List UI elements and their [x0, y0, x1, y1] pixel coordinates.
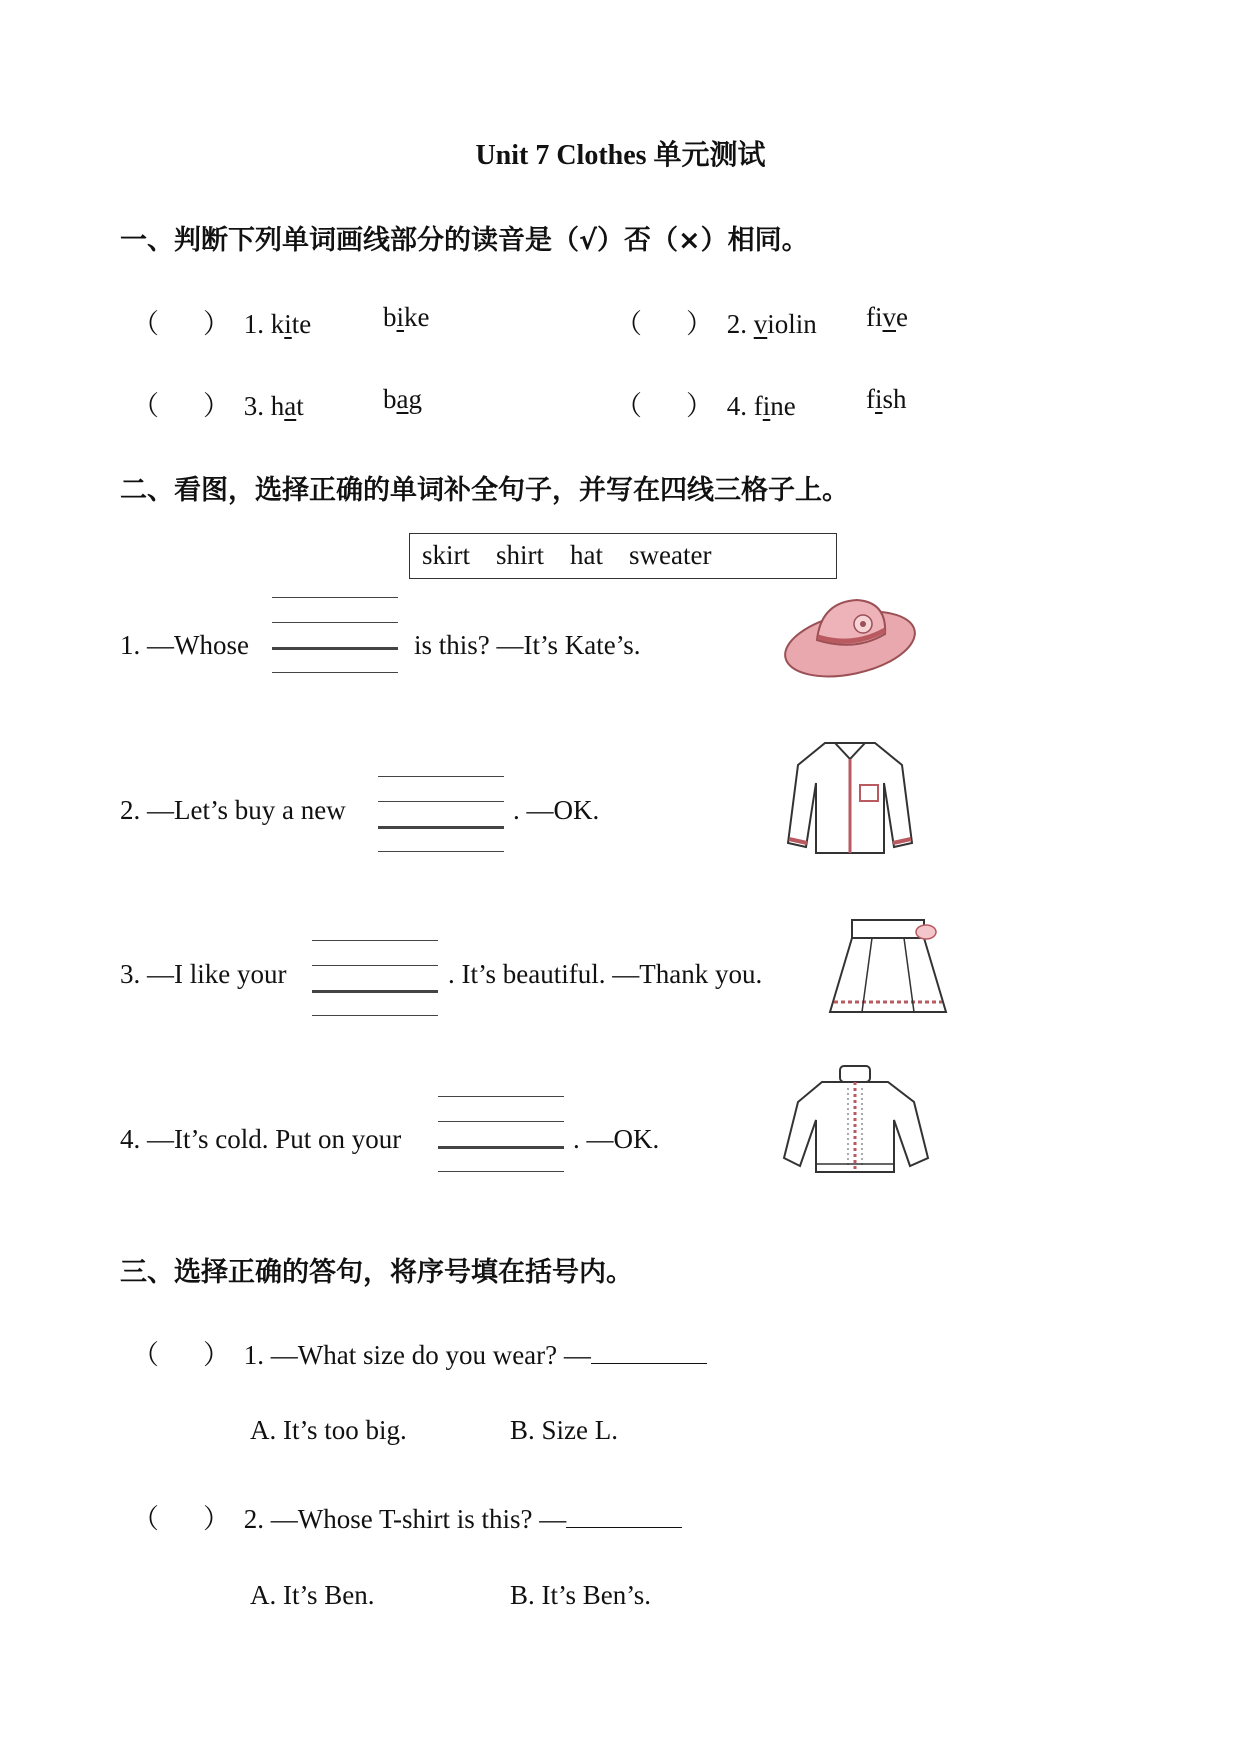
sentence-4-before: 4. —It’s cold. Put on your — [120, 1124, 402, 1154]
sweater-icon — [782, 1062, 932, 1180]
sentence-1-before: 1. —Whose — [120, 630, 249, 660]
option-b-2: B. It’s Ben’s. — [510, 1580, 652, 1610]
sentence-4-after: . —OK. — [573, 1124, 660, 1154]
four-line-grid-3[interactable] — [312, 940, 438, 1020]
phonics-item-2: （ ） 2. violin — [615, 302, 817, 341]
answer-paren[interactable]: （ ） — [615, 309, 713, 339]
answer-paren[interactable]: （ ） — [132, 1504, 230, 1534]
phonics-item-3: （ ） 3. hat — [132, 384, 304, 423]
phonics-item-4: （ ） 4. fine — [615, 384, 796, 423]
option-b-1: B. Size L. — [510, 1415, 618, 1445]
shirt-icon — [780, 735, 920, 860]
page-title: Unit 7 Clothes 单元测试 — [475, 140, 766, 171]
word-1: kite — [270, 309, 312, 339]
mc-question-1: （ ） 1. —What size do you wear? — — [132, 1333, 707, 1372]
sentence-3-after: . It’s beautiful. —Thank you. — [448, 959, 763, 989]
answer-blank[interactable] — [591, 1362, 707, 1364]
phonics-item-1-word2: bike — [383, 302, 430, 332]
sentence-2-after: . —OK. — [513, 795, 600, 825]
phonics-item-4-word2: fish — [866, 384, 907, 414]
sentence-2-before: 2. —Let’s buy a new — [120, 795, 346, 825]
hat-icon — [775, 582, 930, 682]
section1-heading: 一、判断下列单词画线部分的读音是（√）否（×）相同。 — [120, 225, 809, 256]
four-line-grid-2[interactable] — [378, 776, 504, 856]
mc-question-2: （ ） 2. —Whose T-shirt is this? — — [132, 1497, 682, 1536]
section2-heading: 二、看图，选择正确的单词补全句子，并写在四线三格子上。 — [120, 475, 849, 506]
word-bank: skirt shirt hat sweater — [409, 533, 837, 579]
answer-paren[interactable]: （ ） — [132, 1340, 230, 1370]
option-a-1: A. It’s too big. — [250, 1415, 407, 1445]
answer-paren[interactable]: （ ） — [615, 391, 713, 421]
section3-heading: 三、选择正确的答句，将序号填在括号内。 — [120, 1257, 633, 1288]
sentence-3-before: 3. —I like your — [120, 959, 287, 989]
answer-blank[interactable] — [566, 1526, 682, 1528]
phonics-item-2-word2: five — [866, 302, 908, 332]
four-line-grid-4[interactable] — [438, 1096, 564, 1176]
skirt-icon — [822, 912, 957, 1027]
answer-paren[interactable]: （ ） — [132, 309, 230, 339]
four-line-grid-1[interactable] — [272, 597, 398, 677]
answer-paren[interactable]: （ ） — [132, 391, 230, 421]
sentence-1-after: is this? —It’s Kate’s. — [414, 630, 641, 660]
option-a-2: A. It’s Ben. — [250, 1580, 375, 1610]
phonics-item-3-word2: bag — [383, 384, 422, 414]
phonics-item-1: （ ） 1. kite — [132, 302, 311, 341]
